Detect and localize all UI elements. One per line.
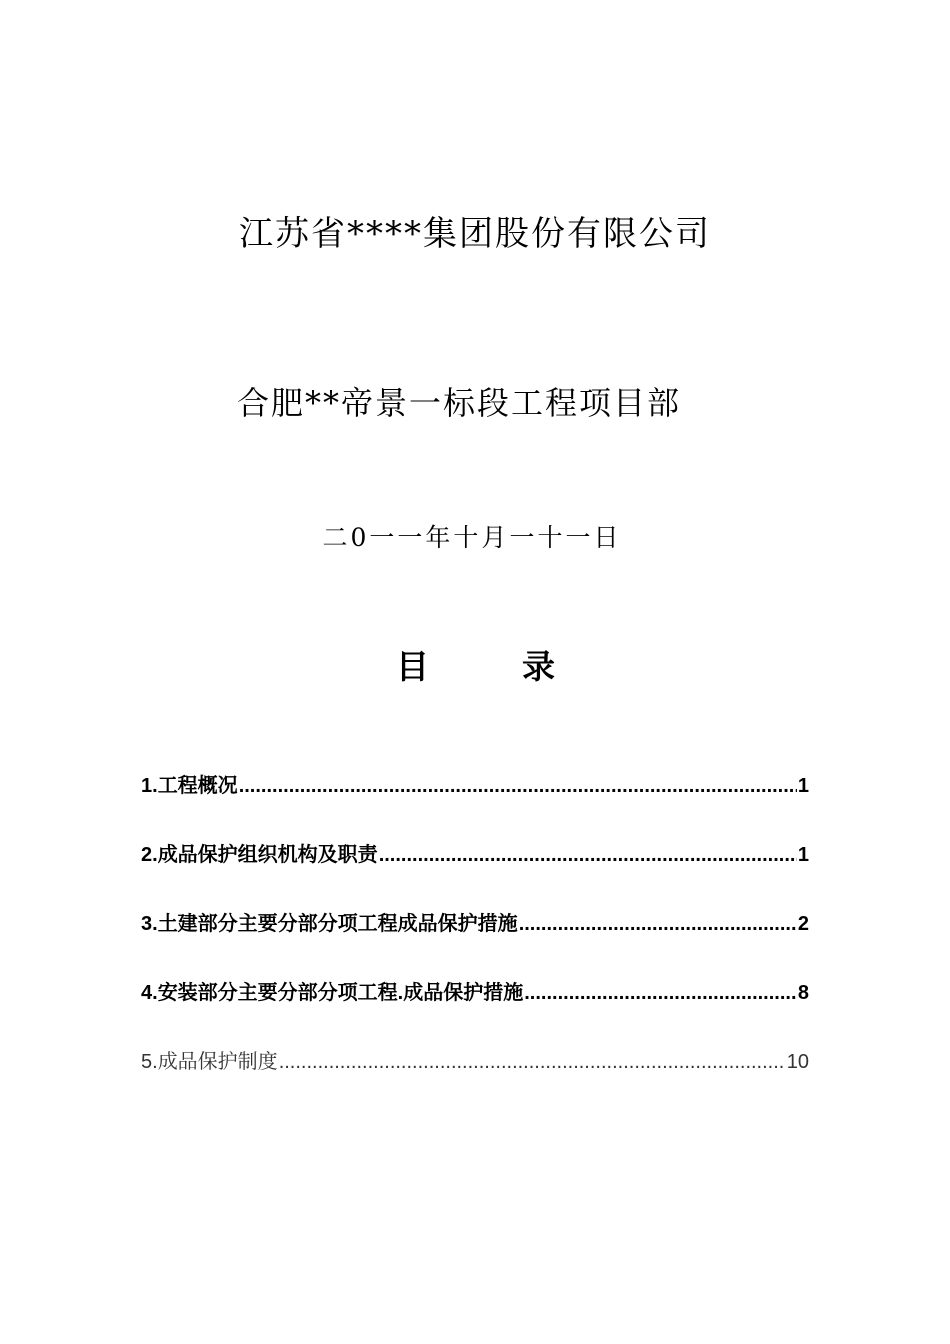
toc-dot-leader <box>239 766 797 806</box>
company-name: 江苏省****集团股份有限公司 <box>239 214 711 254</box>
toc-heading-char: 录 <box>522 647 555 686</box>
toc-entry-number: 4. <box>141 982 158 1004</box>
toc-entry-page: 8 <box>797 982 809 1004</box>
toc-entry-page: 1 <box>797 775 809 797</box>
toc-dot-leader <box>524 973 797 1013</box>
toc-entry-label: 成品保护组织机构及职责 <box>157 844 378 866</box>
toc-entry[interactable] <box>141 973 809 1042</box>
toc-entry-label: 工程概况 <box>157 775 238 797</box>
toc-entry-page: 10 <box>786 1051 809 1073</box>
table-of-contents <box>141 766 809 1111</box>
toc-entry-label: 安装部分主要分部分项工程.成品保护措施 <box>157 982 524 1004</box>
toc-dot-leader <box>379 835 797 875</box>
toc-entry[interactable] <box>141 835 809 904</box>
toc-heading <box>0 642 950 692</box>
toc-entry-page: 1 <box>797 844 809 866</box>
toc-entry-number: 1. <box>141 775 158 797</box>
toc-entry-number: 5. <box>141 1051 158 1073</box>
toc-entry-page: 2 <box>797 913 809 935</box>
toc-entry[interactable] <box>141 766 809 835</box>
toc-entry-label: 成品保护制度 <box>157 1051 278 1073</box>
toc-entry[interactable] <box>141 904 809 973</box>
toc-heading-char: 目 <box>396 647 429 686</box>
toc-dot-leader <box>519 904 797 944</box>
toc-dot-leader <box>279 1042 786 1082</box>
toc-entry[interactable] <box>141 1042 809 1111</box>
toc-entry-number: 2. <box>141 844 158 866</box>
document-date: 二0一一年十月一十一日 <box>322 523 622 552</box>
toc-entry-number: 3. <box>141 913 158 935</box>
project-department: 合肥**帝景一标段工程项目部 <box>236 384 681 422</box>
toc-entry-label: 土建部分主要分部分项工程成品保护措施 <box>157 913 518 935</box>
